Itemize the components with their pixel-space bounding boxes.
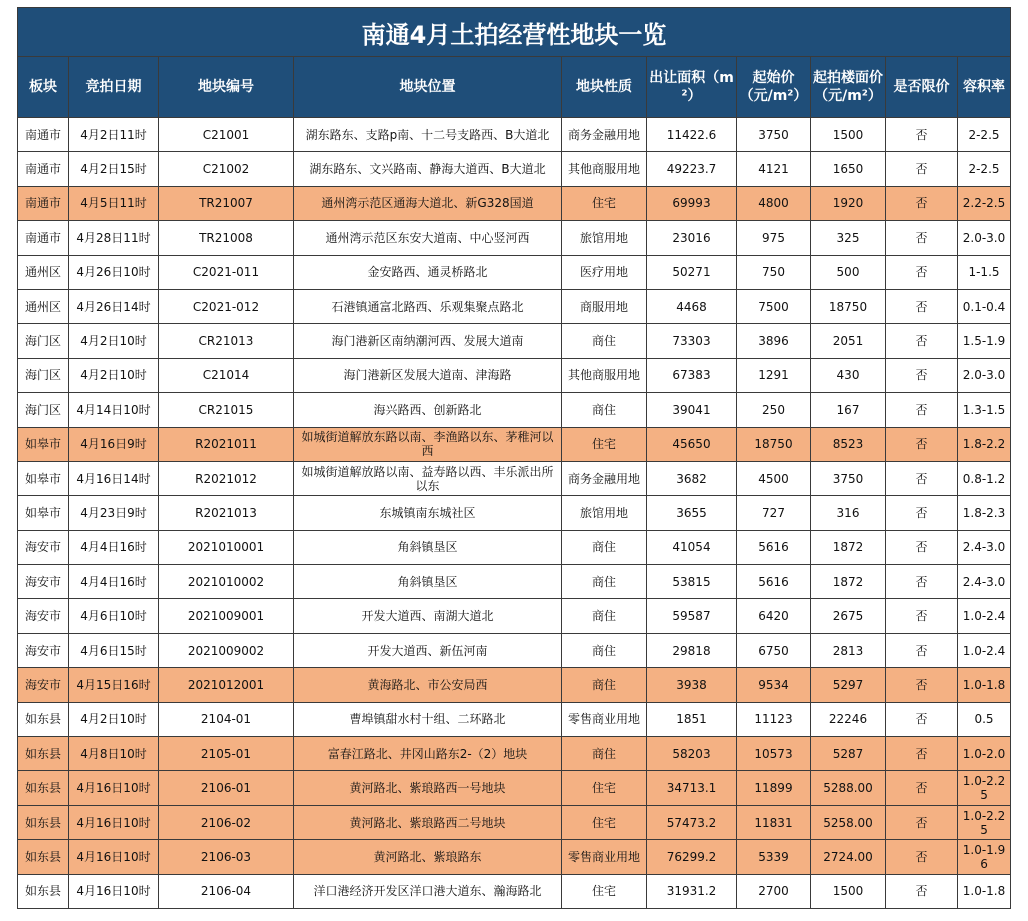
- cell-area: 45650: [647, 427, 737, 461]
- cell-block: 通州区: [18, 289, 69, 323]
- cell-price-cap: 否: [886, 702, 958, 736]
- cell-plot-code: 2106-04: [159, 874, 294, 908]
- cell-plot-code: 2105-01: [159, 737, 294, 771]
- cell-price-cap: 否: [886, 118, 958, 152]
- cell-area: 1851: [647, 702, 737, 736]
- cell-land-use: 旅馆用地: [562, 496, 647, 530]
- column-header-area: 出让面积（m²）: [647, 57, 737, 118]
- cell-area: 3938: [647, 668, 737, 702]
- cell-start-price: 11831: [737, 805, 811, 839]
- cell-floor-price: 22246: [811, 702, 886, 736]
- cell-auction-time: 4月5日11时: [69, 186, 159, 220]
- cell-area: 39041: [647, 393, 737, 427]
- cell-location: 富春江路北、井冈山路东2-（2）地块: [294, 737, 562, 771]
- cell-plot-ratio: 1.0-2.4: [958, 633, 1011, 667]
- cell-plot-ratio: 1.8-2.3: [958, 496, 1011, 530]
- cell-location: 湖东路东、支路p南、十二号支路西、B大道北: [294, 118, 562, 152]
- cell-block: 海安市: [18, 599, 69, 633]
- cell-land-use: 商住: [562, 668, 647, 702]
- cell-location: 金安路西、通灵桥路北: [294, 255, 562, 289]
- cell-floor-price: 2813: [811, 633, 886, 667]
- column-header-plot-code: 地块编号: [159, 57, 294, 118]
- cell-floor-price: 5258.00: [811, 805, 886, 839]
- cell-auction-time: 4月8日10时: [69, 737, 159, 771]
- title-row: [18, 8, 1011, 57]
- column-header-price-cap: 是否限价: [886, 57, 958, 118]
- cell-area: 41054: [647, 530, 737, 564]
- cell-block: 海安市: [18, 530, 69, 564]
- cell-plot-code: R2021011: [159, 427, 294, 461]
- cell-land-use: 零售商业用地: [562, 840, 647, 874]
- cell-block: 如东县: [18, 702, 69, 736]
- cell-block: 如皋市: [18, 427, 69, 461]
- cell-start-price: 727: [737, 496, 811, 530]
- cell-area: 11422.6: [647, 118, 737, 152]
- cell-floor-price: 500: [811, 255, 886, 289]
- table-row: [18, 702, 1011, 736]
- cell-auction-time: 4月6日15时: [69, 633, 159, 667]
- cell-start-price: 1291: [737, 358, 811, 392]
- cell-auction-time: 4月16日10时: [69, 840, 159, 874]
- cell-location: 如城街道解放路以南、益寿路以西、丰乐派出所以东: [294, 461, 562, 495]
- cell-block: 海门区: [18, 324, 69, 358]
- cell-land-use: 医疗用地: [562, 255, 647, 289]
- cell-location: 东城镇南东城社区: [294, 496, 562, 530]
- cell-land-use: 其他商服用地: [562, 358, 647, 392]
- table-row: [18, 221, 1011, 255]
- cell-plot-ratio: 2-2.5: [958, 118, 1011, 152]
- cell-start-price: 9534: [737, 668, 811, 702]
- cell-start-price: 5616: [737, 565, 811, 599]
- cell-land-use: 商住: [562, 737, 647, 771]
- table-row: [18, 737, 1011, 771]
- cell-start-price: 250: [737, 393, 811, 427]
- cell-location: 湖东路东、文兴路南、静海大道西、B大道北: [294, 152, 562, 186]
- cell-location: 黄河路北、紫琅路西一号地块: [294, 771, 562, 805]
- cell-plot-ratio: 1-1.5: [958, 255, 1011, 289]
- cell-plot-code: R2021012: [159, 461, 294, 495]
- cell-price-cap: 否: [886, 668, 958, 702]
- cell-area: 3655: [647, 496, 737, 530]
- cell-land-use: 旅馆用地: [562, 221, 647, 255]
- cell-location: 通州湾示范区东安大道南、中心竖河西: [294, 221, 562, 255]
- table-row: [18, 118, 1011, 152]
- cell-location: 黄海路北、市公安局西: [294, 668, 562, 702]
- cell-start-price: 4500: [737, 461, 811, 495]
- table-row: [18, 393, 1011, 427]
- cell-start-price: 7500: [737, 289, 811, 323]
- cell-start-price: 6420: [737, 599, 811, 633]
- table-title: 南通4月土拍经营性地块一览: [18, 8, 1011, 57]
- cell-plot-code: 2106-01: [159, 771, 294, 805]
- table-row: [18, 152, 1011, 186]
- cell-plot-code: 2104-01: [159, 702, 294, 736]
- column-header-auction-time: 竞拍日期: [69, 57, 159, 118]
- cell-land-use: 商住: [562, 324, 647, 358]
- table-body: [18, 118, 1011, 909]
- cell-start-price: 18750: [737, 427, 811, 461]
- cell-floor-price: 2724.00: [811, 840, 886, 874]
- column-header-location: 地块位置: [294, 57, 562, 118]
- cell-land-use: 商住: [562, 633, 647, 667]
- table-row: [18, 771, 1011, 805]
- cell-block: 海安市: [18, 565, 69, 599]
- cell-auction-time: 4月14日10时: [69, 393, 159, 427]
- cell-location: 海门港新区南纳潮河西、发展大道南: [294, 324, 562, 358]
- cell-location: 海兴路西、创新路北: [294, 393, 562, 427]
- cell-area: 31931.2: [647, 874, 737, 908]
- cell-block: 如皋市: [18, 461, 69, 495]
- cell-area: 3682: [647, 461, 737, 495]
- cell-block: 如东县: [18, 771, 69, 805]
- cell-plot-code: 2021009002: [159, 633, 294, 667]
- cell-auction-time: 4月26日14时: [69, 289, 159, 323]
- cell-floor-price: 5287: [811, 737, 886, 771]
- cell-floor-price: 1650: [811, 152, 886, 186]
- cell-area: 73303: [647, 324, 737, 358]
- cell-price-cap: 否: [886, 805, 958, 839]
- cell-plot-code: 2106-03: [159, 840, 294, 874]
- cell-auction-time: 4月15日16时: [69, 668, 159, 702]
- cell-auction-time: 4月16日10时: [69, 771, 159, 805]
- table-row: [18, 255, 1011, 289]
- cell-start-price: 4121: [737, 152, 811, 186]
- cell-block: 通州区: [18, 255, 69, 289]
- column-header-floor-price: 起拍楼面价（元/m²）: [811, 57, 886, 118]
- cell-plot-ratio: 1.8-2.2: [958, 427, 1011, 461]
- cell-floor-price: 2051: [811, 324, 886, 358]
- cell-land-use: 住宅: [562, 771, 647, 805]
- cell-plot-code: 2021010002: [159, 565, 294, 599]
- cell-start-price: 6750: [737, 633, 811, 667]
- cell-plot-ratio: 1.5-1.9: [958, 324, 1011, 358]
- cell-block: 南通市: [18, 186, 69, 220]
- table-row: [18, 324, 1011, 358]
- cell-area: 53815: [647, 565, 737, 599]
- cell-floor-price: 325: [811, 221, 886, 255]
- table-row: [18, 186, 1011, 220]
- cell-price-cap: 否: [886, 599, 958, 633]
- cell-plot-ratio: 1.0-1.96: [958, 840, 1011, 874]
- cell-block: 海门区: [18, 358, 69, 392]
- cell-start-price: 975: [737, 221, 811, 255]
- cell-plot-code: C2021-012: [159, 289, 294, 323]
- cell-floor-price: 1872: [811, 565, 886, 599]
- cell-floor-price: 1920: [811, 186, 886, 220]
- land-auction-table: [17, 7, 1011, 909]
- cell-location: 通州湾示范区通海大道北、新G328国道: [294, 186, 562, 220]
- cell-block: 海安市: [18, 633, 69, 667]
- cell-area: 4468: [647, 289, 737, 323]
- cell-price-cap: 否: [886, 771, 958, 805]
- table-row: [18, 874, 1011, 908]
- cell-block: 如东县: [18, 805, 69, 839]
- cell-auction-time: 4月4日16时: [69, 530, 159, 564]
- cell-auction-time: 4月2日10时: [69, 358, 159, 392]
- cell-floor-price: 2675: [811, 599, 886, 633]
- cell-land-use: 住宅: [562, 874, 647, 908]
- table-row: [18, 668, 1011, 702]
- cell-auction-time: 4月23日9时: [69, 496, 159, 530]
- cell-start-price: 3750: [737, 118, 811, 152]
- cell-land-use: 住宅: [562, 805, 647, 839]
- cell-price-cap: 否: [886, 255, 958, 289]
- cell-plot-ratio: 0.1-0.4: [958, 289, 1011, 323]
- cell-price-cap: 否: [886, 152, 958, 186]
- cell-area: 49223.7: [647, 152, 737, 186]
- cell-plot-code: 2106-02: [159, 805, 294, 839]
- table-row: [18, 358, 1011, 392]
- cell-land-use: 商务金融用地: [562, 461, 647, 495]
- cell-price-cap: 否: [886, 737, 958, 771]
- cell-area: 69993: [647, 186, 737, 220]
- cell-start-price: 4800: [737, 186, 811, 220]
- header-row: [18, 57, 1011, 118]
- cell-location: 海门港新区发展大道南、津海路: [294, 358, 562, 392]
- cell-plot-ratio: 1.0-1.8: [958, 668, 1011, 702]
- cell-plot-code: C21014: [159, 358, 294, 392]
- cell-start-price: 750: [737, 255, 811, 289]
- cell-price-cap: 否: [886, 565, 958, 599]
- cell-location: 角斜镇垦区: [294, 565, 562, 599]
- cell-plot-ratio: 1.0-2.0: [958, 737, 1011, 771]
- cell-block: 如东县: [18, 874, 69, 908]
- table-row: [18, 496, 1011, 530]
- cell-start-price: 11123: [737, 702, 811, 736]
- cell-auction-time: 4月28日11时: [69, 221, 159, 255]
- table-row: [18, 633, 1011, 667]
- cell-block: 海门区: [18, 393, 69, 427]
- cell-plot-ratio: 1.0-2.4: [958, 599, 1011, 633]
- cell-plot-code: 2021012001: [159, 668, 294, 702]
- cell-floor-price: 18750: [811, 289, 886, 323]
- cell-land-use: 住宅: [562, 427, 647, 461]
- cell-block: 如东县: [18, 840, 69, 874]
- cell-auction-time: 4月4日16时: [69, 565, 159, 599]
- cell-floor-price: 316: [811, 496, 886, 530]
- cell-location: 开发大道西、南湖大道北: [294, 599, 562, 633]
- column-header-block: 板块: [18, 57, 69, 118]
- cell-area: 34713.1: [647, 771, 737, 805]
- cell-auction-time: 4月2日10时: [69, 702, 159, 736]
- table-row: [18, 289, 1011, 323]
- cell-plot-code: TR21008: [159, 221, 294, 255]
- cell-price-cap: 否: [886, 393, 958, 427]
- cell-auction-time: 4月16日14时: [69, 461, 159, 495]
- cell-start-price: 5339: [737, 840, 811, 874]
- cell-auction-time: 4月26日10时: [69, 255, 159, 289]
- column-header-start-price: 起始价（元/m²）: [737, 57, 811, 118]
- cell-floor-price: 1500: [811, 874, 886, 908]
- cell-plot-code: TR21007: [159, 186, 294, 220]
- cell-block: 南通市: [18, 221, 69, 255]
- cell-floor-price: 167: [811, 393, 886, 427]
- cell-price-cap: 否: [886, 530, 958, 564]
- cell-plot-code: CR21013: [159, 324, 294, 358]
- cell-price-cap: 否: [886, 221, 958, 255]
- cell-start-price: 3896: [737, 324, 811, 358]
- cell-start-price: 11899: [737, 771, 811, 805]
- cell-block: 如皋市: [18, 496, 69, 530]
- cell-plot-code: C21002: [159, 152, 294, 186]
- cell-start-price: 5616: [737, 530, 811, 564]
- cell-plot-code: CR21015: [159, 393, 294, 427]
- cell-plot-code: 2021009001: [159, 599, 294, 633]
- cell-plot-ratio: 2.4-3.0: [958, 565, 1011, 599]
- cell-area: 76299.2: [647, 840, 737, 874]
- cell-block: 南通市: [18, 152, 69, 186]
- cell-price-cap: 否: [886, 840, 958, 874]
- cell-price-cap: 否: [886, 874, 958, 908]
- cell-auction-time: 4月2日15时: [69, 152, 159, 186]
- cell-block: 南通市: [18, 118, 69, 152]
- cell-location: 开发大道西、新伍河南: [294, 633, 562, 667]
- cell-plot-ratio: 0.8-1.2: [958, 461, 1011, 495]
- cell-area: 50271: [647, 255, 737, 289]
- cell-plot-code: C2021-011: [159, 255, 294, 289]
- table-row: [18, 599, 1011, 633]
- cell-plot-code: C21001: [159, 118, 294, 152]
- cell-location: 曹埠镇甜水村十组、二环路北: [294, 702, 562, 736]
- cell-land-use: 其他商服用地: [562, 152, 647, 186]
- cell-plot-ratio: 1.0-1.8: [958, 874, 1011, 908]
- cell-plot-code: R2021013: [159, 496, 294, 530]
- cell-price-cap: 否: [886, 324, 958, 358]
- cell-plot-code: 2021010001: [159, 530, 294, 564]
- cell-floor-price: 5288.00: [811, 771, 886, 805]
- cell-price-cap: 否: [886, 496, 958, 530]
- cell-location: 石港镇通富北路西、乐观集聚点路北: [294, 289, 562, 323]
- cell-price-cap: 否: [886, 461, 958, 495]
- table-row: [18, 840, 1011, 874]
- table-row: [18, 461, 1011, 495]
- table-row: [18, 565, 1011, 599]
- cell-auction-time: 4月16日10时: [69, 874, 159, 908]
- table-row: [18, 530, 1011, 564]
- cell-location: 如城街道解放东路以南、李渔路以东、茅稚河以西: [294, 427, 562, 461]
- cell-price-cap: 否: [886, 186, 958, 220]
- cell-price-cap: 否: [886, 358, 958, 392]
- cell-area: 23016: [647, 221, 737, 255]
- column-header-land-use: 地块性质: [562, 57, 647, 118]
- cell-plot-ratio: 2.0-3.0: [958, 358, 1011, 392]
- cell-plot-ratio: 2.0-3.0: [958, 221, 1011, 255]
- cell-start-price: 2700: [737, 874, 811, 908]
- cell-floor-price: 1872: [811, 530, 886, 564]
- cell-location: 角斜镇垦区: [294, 530, 562, 564]
- cell-floor-price: 5297: [811, 668, 886, 702]
- cell-plot-ratio: 0.5: [958, 702, 1011, 736]
- cell-plot-ratio: 1.0-2.25: [958, 771, 1011, 805]
- cell-land-use: 商住: [562, 565, 647, 599]
- cell-auction-time: 4月16日9时: [69, 427, 159, 461]
- cell-auction-time: 4月2日11时: [69, 118, 159, 152]
- cell-floor-price: 8523: [811, 427, 886, 461]
- cell-area: 58203: [647, 737, 737, 771]
- cell-land-use: 零售商业用地: [562, 702, 647, 736]
- cell-auction-time: 4月2日10时: [69, 324, 159, 358]
- cell-land-use: 商住: [562, 599, 647, 633]
- cell-auction-time: 4月16日10时: [69, 805, 159, 839]
- table-row: [18, 427, 1011, 461]
- cell-plot-ratio: 1.0-2.25: [958, 805, 1011, 839]
- cell-location: 黄河路北、紫琅路东: [294, 840, 562, 874]
- cell-location: 洋口港经济开发区洋口港大道东、瀚海路北: [294, 874, 562, 908]
- cell-block: 如东县: [18, 737, 69, 771]
- cell-plot-ratio: 2-2.5: [958, 152, 1011, 186]
- cell-floor-price: 3750: [811, 461, 886, 495]
- cell-block: 海安市: [18, 668, 69, 702]
- cell-price-cap: 否: [886, 289, 958, 323]
- cell-area: 57473.2: [647, 805, 737, 839]
- cell-plot-ratio: 2.4-3.0: [958, 530, 1011, 564]
- cell-price-cap: 否: [886, 633, 958, 667]
- cell-area: 29818: [647, 633, 737, 667]
- cell-floor-price: 1500: [811, 118, 886, 152]
- cell-land-use: 商住: [562, 530, 647, 564]
- cell-land-use: 商务金融用地: [562, 118, 647, 152]
- cell-area: 59587: [647, 599, 737, 633]
- cell-plot-ratio: 2.2-2.5: [958, 186, 1011, 220]
- cell-land-use: 商服用地: [562, 289, 647, 323]
- cell-land-use: 商住: [562, 393, 647, 427]
- cell-area: 67383: [647, 358, 737, 392]
- column-header-plot-ratio: 容积率: [958, 57, 1011, 118]
- land-table-sheet: [17, 7, 1010, 909]
- cell-auction-time: 4月6日10时: [69, 599, 159, 633]
- cell-start-price: 10573: [737, 737, 811, 771]
- cell-plot-ratio: 1.3-1.5: [958, 393, 1011, 427]
- table-row: [18, 805, 1011, 839]
- cell-price-cap: 否: [886, 427, 958, 461]
- cell-floor-price: 430: [811, 358, 886, 392]
- cell-location: 黄河路北、紫琅路西二号地块: [294, 805, 562, 839]
- cell-land-use: 住宅: [562, 186, 647, 220]
